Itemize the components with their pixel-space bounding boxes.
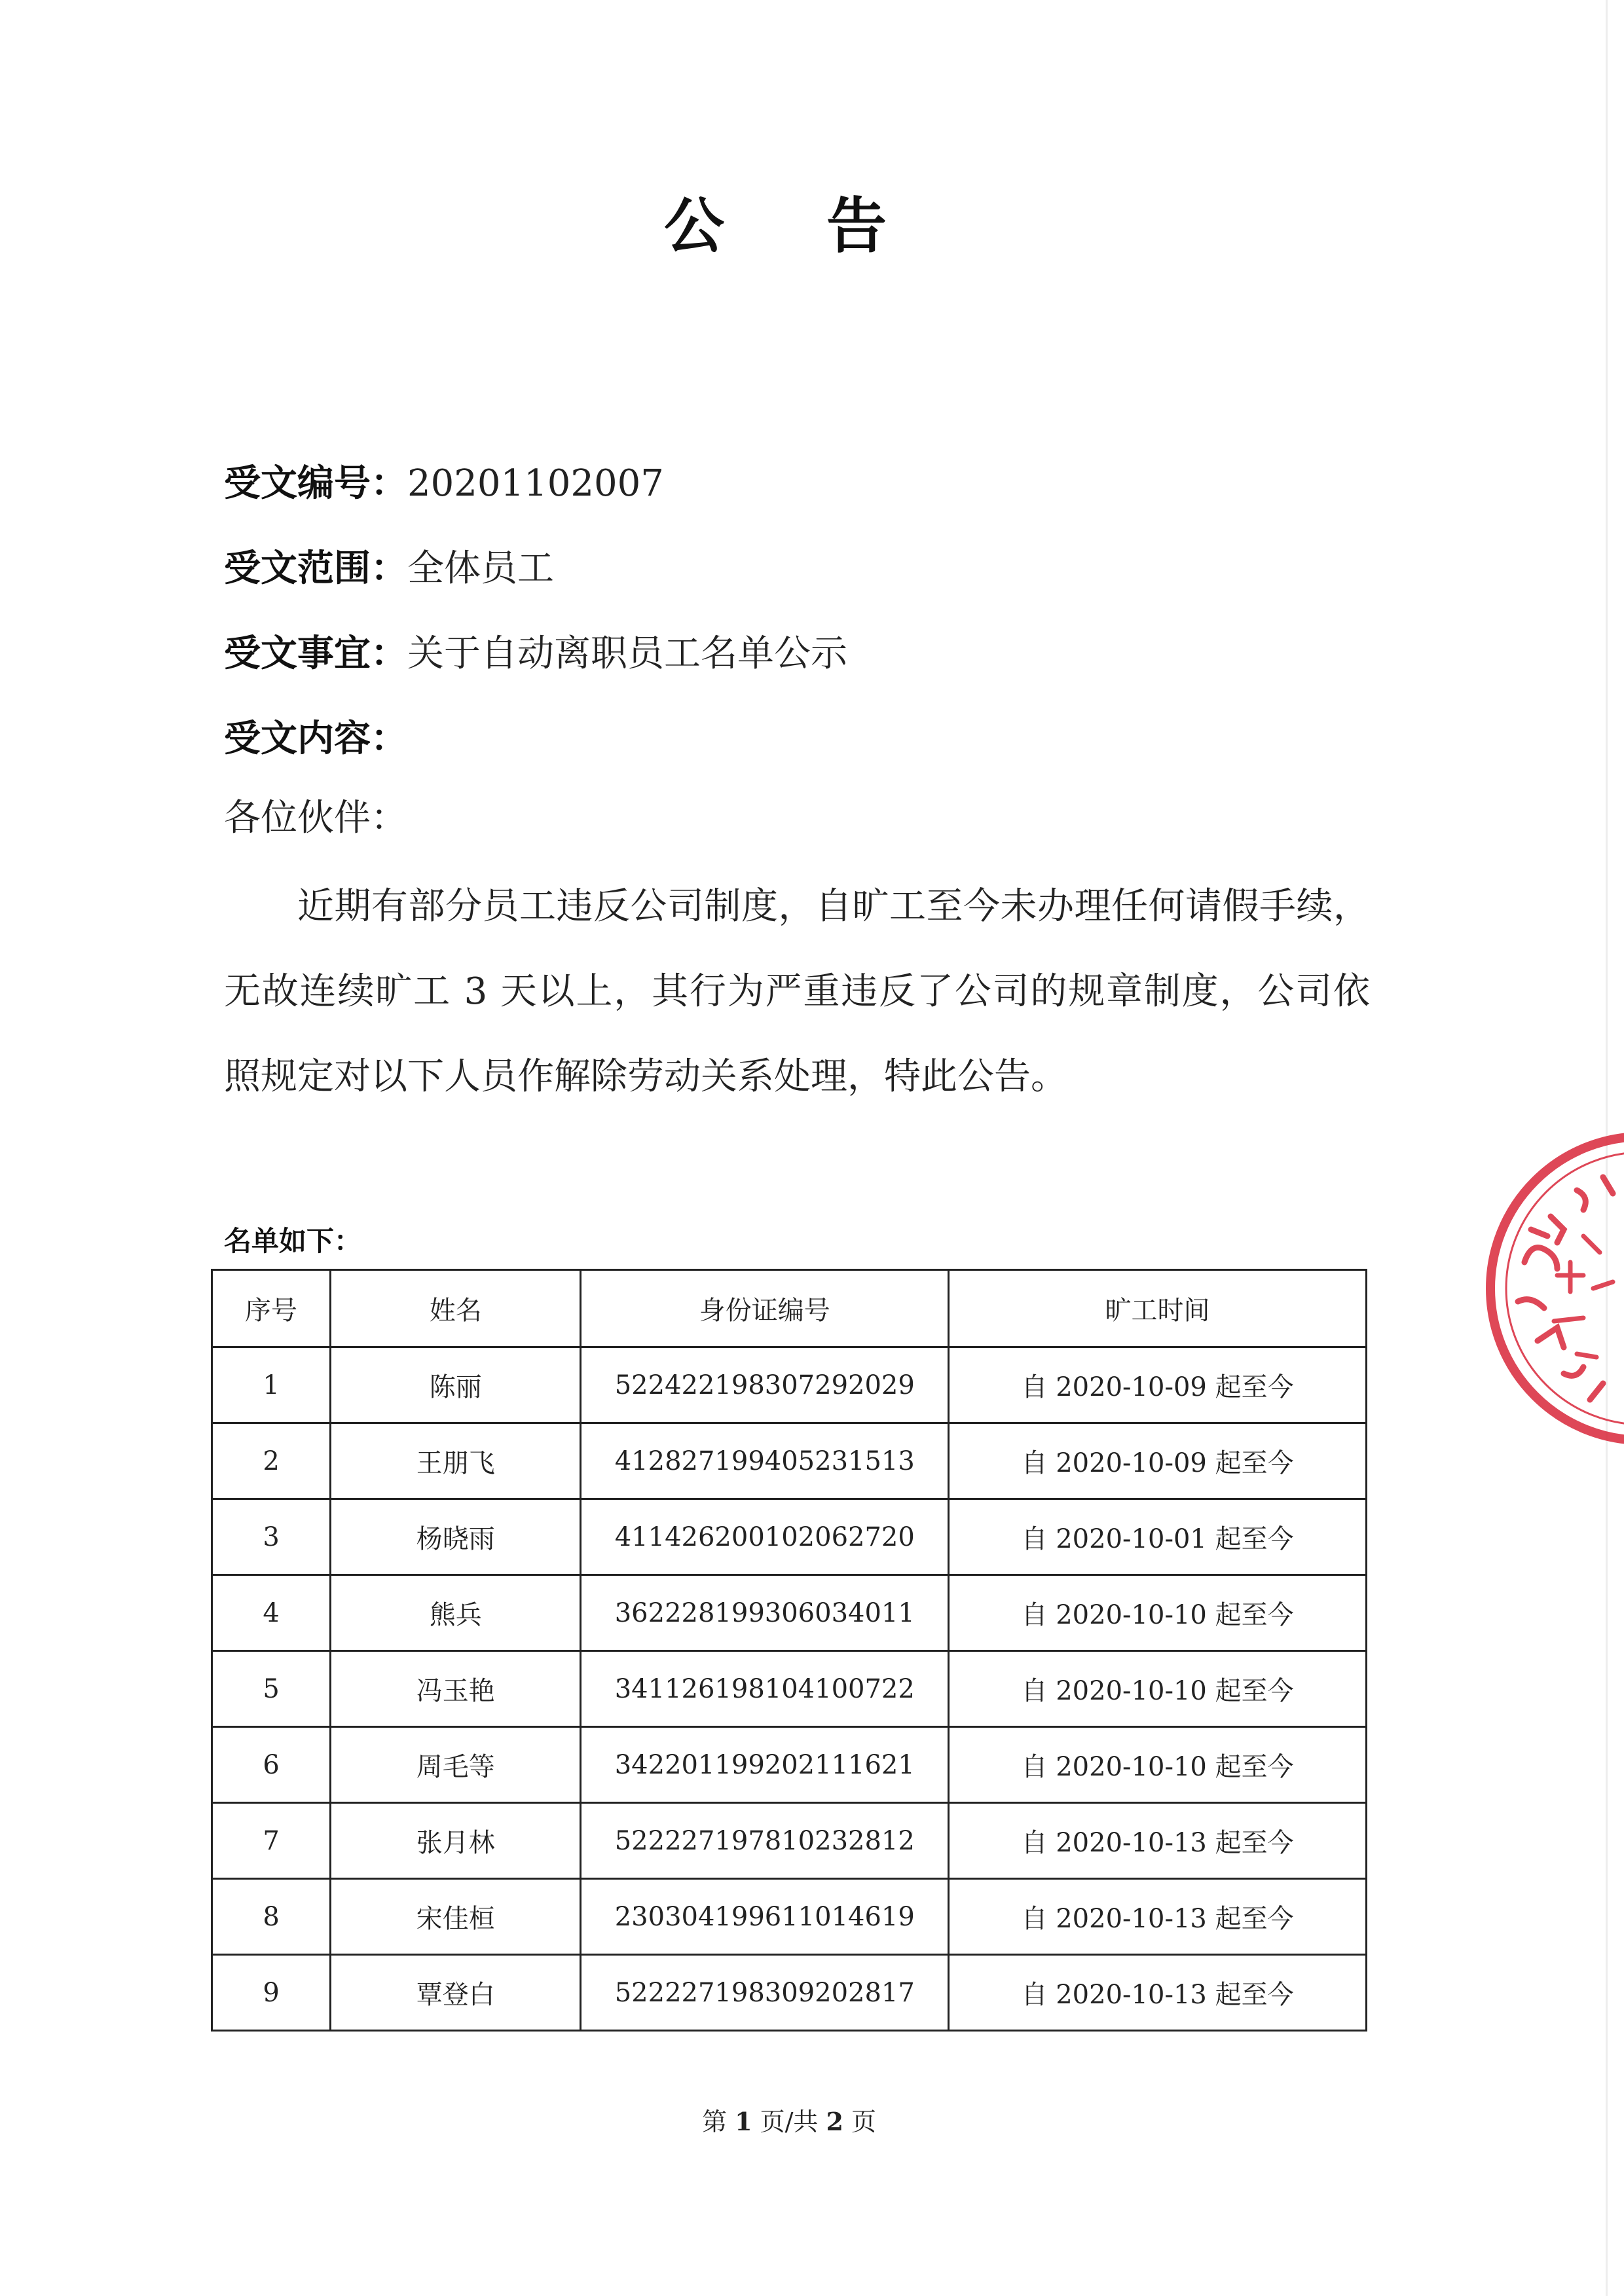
table-row [212, 1651, 1367, 1727]
field-label: 受文事宜： [224, 632, 407, 675]
table-header-row [212, 1270, 1367, 1347]
cell-seq: 4 [212, 1575, 331, 1651]
footer-page-total: 2 [826, 2107, 843, 2136]
cell-seq: 5 [212, 1651, 331, 1727]
header-name: 姓名 [331, 1270, 581, 1347]
body-paragraph: 近期有部分员工违反公司制度，自旷工至今未办理任何请假手续，无故连续旷工 3 天以上，其行为严重违反了公司的规章制度，公司依照规定对以下人员作解除劳动关系处理，特此公告。 [224, 885, 1370, 1098]
field-scope [224, 547, 554, 590]
field-doc-number [224, 462, 664, 505]
seal-graphic [1479, 1125, 1624, 1452]
cell-seq: 3 [212, 1499, 331, 1575]
cell-name: 王朋飞 [331, 1423, 581, 1499]
cell-time: 自 2020-10-13 起至今 [949, 1879, 1367, 1955]
footer-middle: 页/共 [752, 2107, 826, 2136]
table-row [212, 1423, 1367, 1499]
cell-time: 自 2020-10-13 起至今 [949, 1955, 1367, 2031]
cell-name: 熊兵 [331, 1575, 581, 1651]
cell-seq: 8 [212, 1879, 331, 1955]
table-row [212, 1955, 1367, 2031]
field-value: 关于自动离职员工名单公示 [407, 632, 847, 675]
cell-name: 冯玉艳 [331, 1651, 581, 1727]
cell-name: 覃登白 [331, 1955, 581, 2031]
cell-time: 自 2020-10-01 起至今 [949, 1499, 1367, 1575]
field-label: 受文编号： [224, 462, 407, 505]
cell-time: 自 2020-10-10 起至今 [949, 1727, 1367, 1803]
cell-id: 341126198104100722 [581, 1651, 949, 1727]
table-row [212, 1803, 1367, 1879]
cell-id: 362228199306034011 [581, 1575, 949, 1651]
cell-seq: 2 [212, 1423, 331, 1499]
list-label: 名单如下： [224, 1225, 362, 1257]
cell-id: 412827199405231513 [581, 1423, 949, 1499]
cell-time: 自 2020-10-10 起至今 [949, 1651, 1367, 1727]
table-row [212, 1499, 1367, 1575]
employee-table [211, 1269, 1367, 2032]
cell-seq: 7 [212, 1803, 331, 1879]
cell-id: 230304199611014619 [581, 1879, 949, 1955]
field-content [224, 717, 407, 760]
cell-name: 宋佳桓 [331, 1879, 581, 1955]
cell-id: 411426200102062720 [581, 1499, 949, 1575]
field-value: 20201102007 [407, 462, 664, 505]
cell-id: 522227197810232812 [581, 1803, 949, 1879]
field-subject [224, 632, 847, 675]
header-id: 身份证编号 [581, 1270, 949, 1347]
footer-suffix: 页 [843, 2107, 877, 2136]
cell-name: 张月林 [331, 1803, 581, 1879]
header-seq: 序号 [212, 1270, 331, 1347]
greeting: 各位伙伴： [224, 797, 407, 839]
cell-time: 自 2020-10-13 起至今 [949, 1803, 1367, 1879]
cell-seq: 9 [212, 1955, 331, 2031]
table-row [212, 1727, 1367, 1803]
cell-time: 自 2020-10-09 起至今 [949, 1347, 1367, 1423]
table-row [212, 1575, 1367, 1651]
footer-prefix: 第 [701, 2107, 735, 2136]
header-time: 旷工时间 [949, 1270, 1367, 1347]
field-label: 受文范围： [224, 547, 407, 590]
cell-name: 陈丽 [331, 1347, 581, 1423]
field-value: 全体员工 [407, 547, 554, 590]
cell-time: 自 2020-10-09 起至今 [949, 1423, 1367, 1499]
table-row [212, 1347, 1367, 1423]
cell-seq: 6 [212, 1727, 331, 1803]
cell-id: 522422198307292029 [581, 1347, 949, 1423]
footer-page-number: 1 [735, 2107, 752, 2136]
cell-name: 杨晓雨 [331, 1499, 581, 1575]
cell-time: 自 2020-10-10 起至今 [949, 1575, 1367, 1651]
page-title: 公 告 [663, 191, 928, 261]
field-label: 受文内容： [224, 717, 407, 760]
page-footer [0, 2102, 1578, 2138]
cell-id: 522227198309202817 [581, 1955, 949, 2031]
cell-seq: 1 [212, 1347, 331, 1423]
cell-name: 周毛等 [331, 1727, 581, 1803]
table-row [212, 1879, 1367, 1955]
company-seal-icon [1479, 1125, 1624, 1452]
cell-id: 342201199202111621 [581, 1727, 949, 1803]
